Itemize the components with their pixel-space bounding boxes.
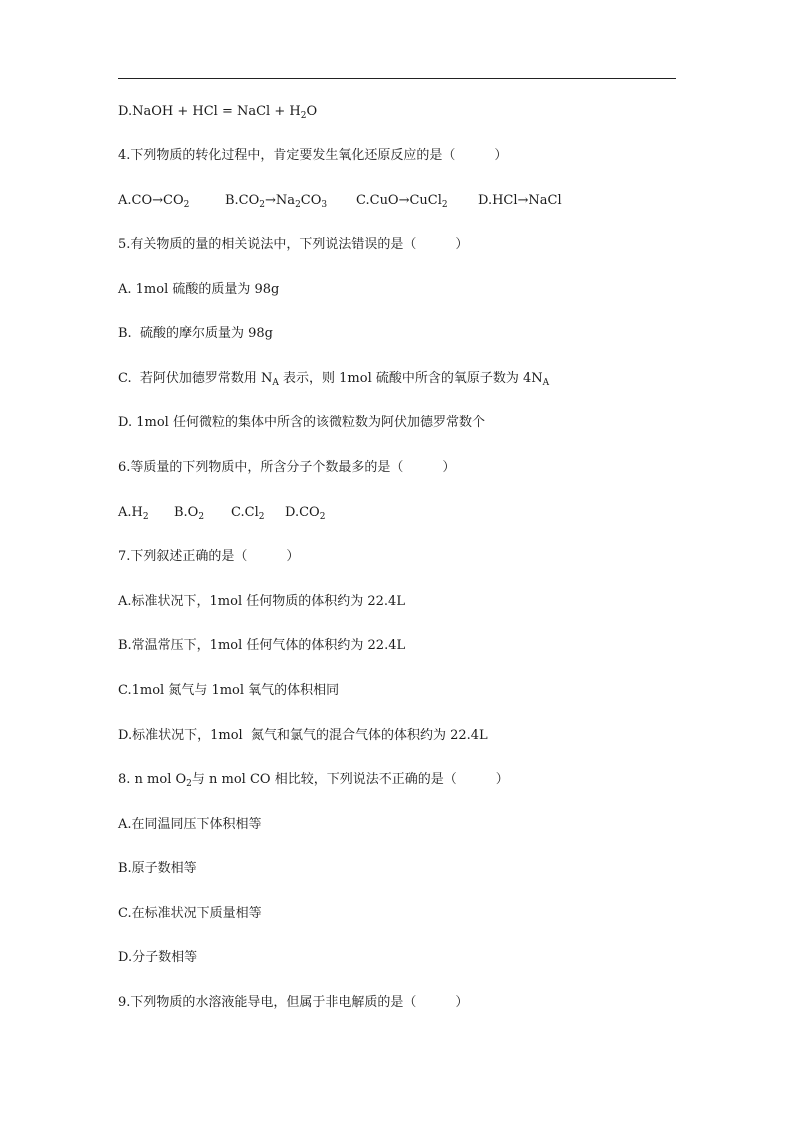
text-line: 5.有关物质的量的相关说法中，下列说法错误的是（ ） [118,237,469,252]
options-row [118,505,325,521]
text-line: D.分子数相等 [118,950,198,965]
text-line: 7.下列叙述正确的是（ ） [118,549,300,564]
text-line: 8. n mol $O_2$与 n mol CO 相比较，下列说法不正确的是（ ） [118,772,509,789]
text-line: C. 若阿伏加德罗常数用 $N_A$ 表示，则 1mol 硫酸中所含的氧原子数为 $4N_A$ [118,371,550,388]
text-line: 9.下列物质的水溶液能导电，但属于非电解质的是（ ） [118,995,469,1010]
text-line: A.在同温同压下体积相等 [118,817,262,832]
text-line: D. 1mol 任何微粒的集体中所含的该微粒数为阿伏加德罗常数个 [118,415,485,430]
header-rule [118,78,676,79]
option-item: $A.CO\to CO_2$ [118,193,190,210]
option-item: C.CuO→CuCl$_2$ [356,193,448,210]
options-row [118,193,562,209]
text-line: D.标准状况下，1mol 氮气和氯气的混合气体的体积约为 22.4L [118,728,488,743]
text-line: B.常温常压下，1mol 任何气体的体积约为 22.4L [118,638,406,653]
text-line: C.在标准状况下质量相等 [118,906,262,921]
text-line: 6.等质量的下列物质中，所含分子个数最多的是（ ） [118,460,456,475]
option-item: $A.H_2$ [118,505,149,522]
option-item: $B.CO_2\to Na_2CO_3$ [225,193,328,210]
text-line: A.标准状况下，1mol 任何物质的体积约为 22.4L [118,594,405,609]
text-line: D.NaOH + HCl = NaCl + $H_2O$ [118,104,318,121]
text-line: 4.下列物质的转化过程中，肯定要发生氧化还原反应的是（ ） [118,148,508,163]
option-item: $B.O_2$ [174,505,205,522]
option-item: $D.CO_2$ [285,505,326,522]
text-line: A. 1mol 硫酸的质量为 98g [118,282,280,297]
option-item: $C.Cl_2$ [231,505,265,522]
text-line: B. 硫酸的摩尔质量为 98g [118,326,273,341]
text-line: C.1mol 氮气与 1mol 氧气的体积相同 [118,683,340,698]
text-line: B.原子数相等 [118,861,197,876]
option-item: D.HCl→NaCl [478,193,562,208]
